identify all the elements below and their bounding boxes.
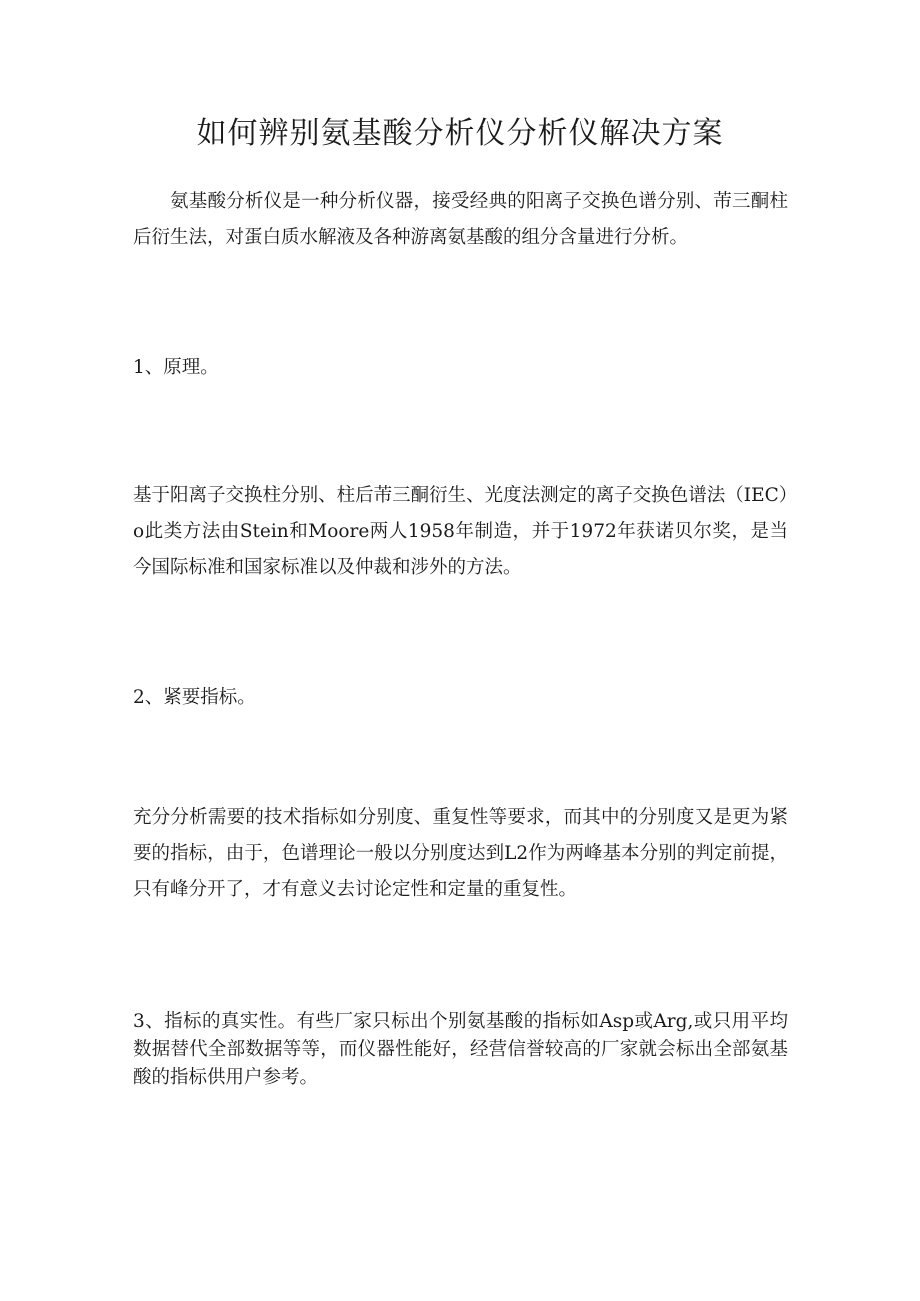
section-1-paragraph: 基于阳离子交换柱分别、柱后芾三酮衍生、光度法测定的离子交换色谱法（IEC）o此类方法由Stein和Moore两人1958年制造，并于1972年获诺贝尔奖，是当今国际标准和国家标准以及仲裁和涉外的方法。 xyxy=(133,485,788,578)
section-2-paragraph: 充分分析需要的技术指标如分别度、重复性等要求，而其中的分别度又是更为紧要的指标，由于，色谱理论一般以分别度达到L2作为两峰基本分别的判定前提，只有峰分开了，才有意义去讨论定性和定量的重复性。 xyxy=(133,807,788,900)
section-2-heading: 2、紧要指标。 xyxy=(133,687,256,708)
intro-paragraph: 氨基酸分析仪是一种分析仪器，接受经典的阳离子交换色谱分别、芾三酮柱后衍生法，对蛋白质水解液及各种游离氨基酸的组分含量进行分析。 xyxy=(133,191,788,248)
document-title: 如何辨别氨基酸分析仪分析仪解决方案 xyxy=(196,116,724,151)
section-1-heading: 1、原理。 xyxy=(133,357,219,378)
section-3-paragraph: 3、指标的真实性。有些厂家只标出个别氨基酸的指标如Asp或Arg,或只用平均数据替代全部数据等等，而仪器性能好，经营信誉较高的厂家就会标出全部氨基酸的指标供用户参考。 xyxy=(133,1011,788,1088)
